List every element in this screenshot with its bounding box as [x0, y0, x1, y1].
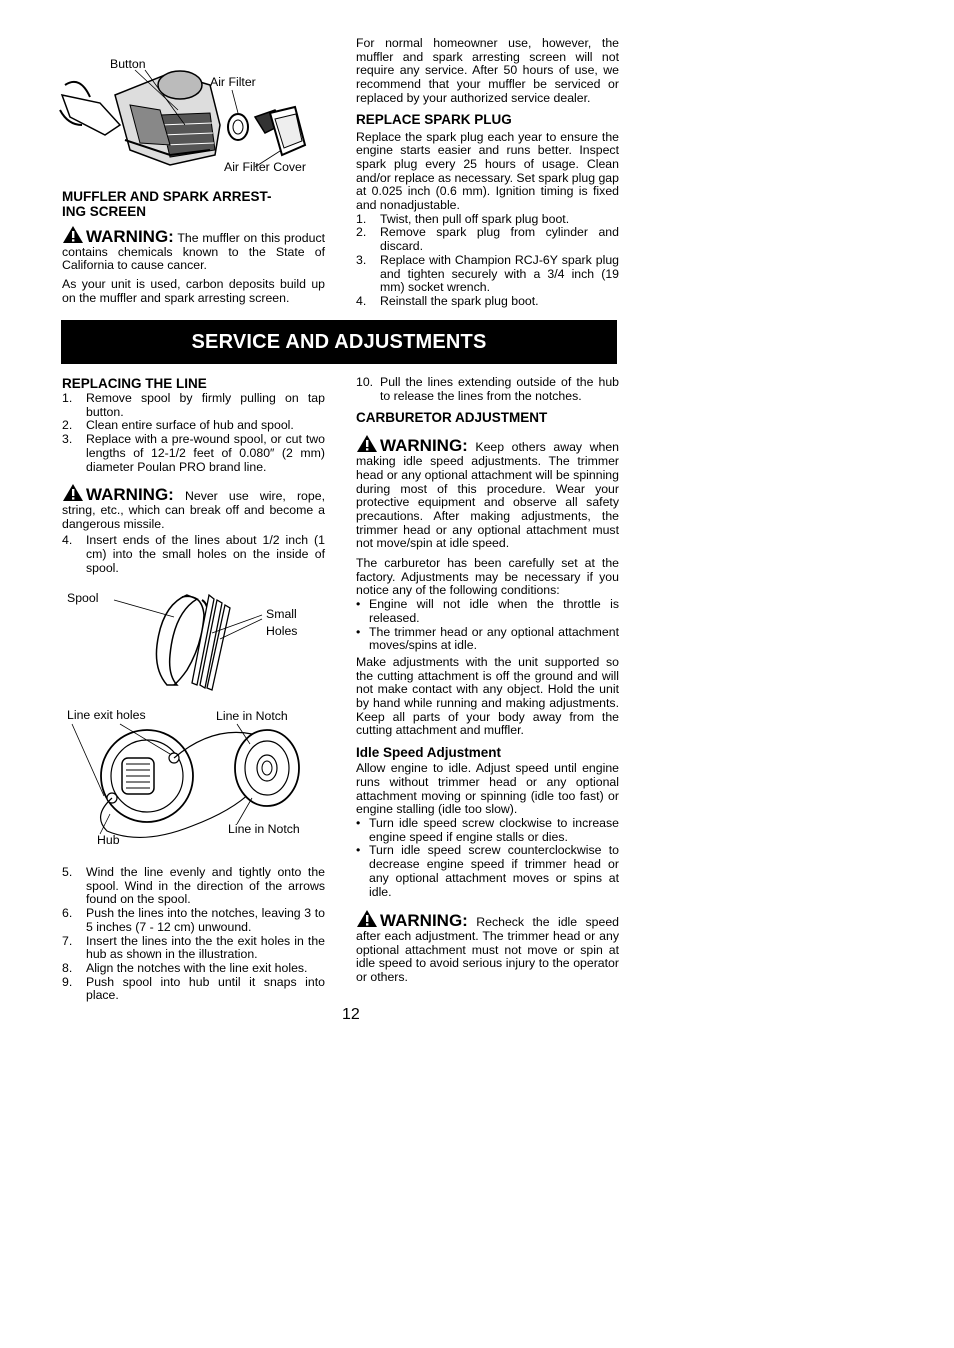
warning-triangle-icon [356, 434, 378, 453]
warning-triangle-icon [356, 909, 378, 928]
replacing-steps-c [62, 866, 325, 1003]
list-item: 3. Replace with a pre-wound spool, or cut two lengths of 12-1/2 feet of 0.080″ (2 mm) diameter Poulan PRO brand line. [62, 432, 325, 474]
carburetor-heading: CARBURETOR ADJUSTMENT [356, 410, 548, 426]
label-small: Small [266, 607, 297, 621]
warning-text: The muffler on this product contains chemicals known to the State of California to cause cancer. [62, 231, 326, 273]
label-holes: Holes [266, 624, 298, 638]
warning-text: Never use wire, rope, string, etc., which can break off and become a dangerous missile. [62, 489, 325, 531]
warning-text: Recheck the idle speed after each adjustment. The trimmer head or any optional attachment must not move or spin at idle speed to avoid serious injury to the operator or others. [356, 915, 619, 985]
right-bottom-section [356, 376, 619, 985]
idle-speed-para: Allow engine to idle. Adjust speed until engine runs without trimmer head or any optional attachment moving or spinning (idle too fast) or engine stalling (idle too slow). [356, 761, 619, 817]
right-top-section [356, 37, 619, 309]
list-item: 1. Twist, then pull off spark plug boot. [356, 211, 570, 226]
label-line-exit-holes: Line exit holes [67, 708, 146, 722]
list-item: 1. Remove spool by firmly pulling on tap button. [62, 391, 325, 419]
carburetor-conditions [356, 598, 619, 653]
list-item: 8. Align the notches with the line exit holes. [62, 960, 308, 975]
warning-text: Keep others away when making idle speed adjustments. The trimmer head or any optional attachment will be spinning during most of this procedure. Wear your protective equipment and observe all safety precautions. After making adjustments, the trimmer head or any optional attachment must not move/spin at idle speed. [356, 440, 619, 551]
spark-plug-heading: REPLACE SPARK PLUG [356, 111, 512, 127]
replacing-warning [62, 483, 325, 531]
figure-spool [62, 585, 327, 695]
muffler-heading: MUFFLER AND SPARK ARREST- ING SCREEN [62, 189, 272, 219]
list-item: 5. Wind the line evenly and tightly onto the spool. Wind in the direction of the arrows found on the spool. [62, 865, 325, 907]
list-item: • The trimmer head or any optional attachment moves/spins at idle. [356, 624, 619, 653]
list-item: 6. Push the lines into the notches, leaving 3 to 5 inches (7 - 12 cm) unwound. [62, 906, 325, 934]
replacing-steps-c-block [62, 866, 325, 1003]
replacing-step-10 [356, 376, 619, 403]
warning-label: WARNING: [86, 227, 174, 246]
figure-hub [62, 706, 332, 852]
muffler-service-para: For normal homeowner use, however, the muffler and spark arresting screen will not require any service. After 50 hours of use, we recommend that your muffler be serviced or replaced by your authorized service dealer. [356, 36, 619, 105]
list-item: 9. Push spool into hub until it snaps into place. [62, 974, 325, 1003]
idle-speed-heading: Idle Speed Adjustment [356, 745, 502, 761]
list-item: 10. Pull the lines extending outside of the hub to release the lines from the notches. [356, 375, 619, 403]
muffler-warning [62, 225, 325, 273]
muffler-section [62, 189, 325, 306]
list-item: 7. Insert the lines into the the exit holes in the hub as shown in the illustration. [62, 933, 325, 962]
replacing-line-heading: REPLACING THE LINE [62, 376, 207, 391]
spark-plug-steps [356, 213, 619, 309]
replacing-line-section [62, 376, 325, 575]
label-line-in-notch-bottom: Line in Notch [228, 822, 300, 836]
list-item: 2. Clean entire surface of hub and spool. [62, 418, 294, 433]
replacing-steps-a [62, 392, 325, 474]
muffler-para: As your unit is used, carbon deposits build up on the muffler and spark arresting screen. [62, 277, 325, 305]
label-button: Button [110, 57, 146, 71]
label-hub: Hub [97, 833, 120, 847]
warning-triangle-icon [62, 483, 84, 502]
list-item: • Turn idle speed screw counterclockwise to decrease engine speed if trimmer head or any optional attachment moves or spins at idle. [356, 843, 619, 899]
adjust-para: Make adjustments with the unit supported so the cutting attachment is off the ground and will not make contact with any object. Hold the unit by hand while running and making adjustments. Keep all parts of your body away from the cutting attachment and muffler. [356, 654, 619, 738]
warning-label: WARNING: [86, 485, 174, 505]
idle-speed-warning [356, 909, 619, 985]
label-spool: Spool [67, 591, 99, 605]
figure-air-filter [60, 55, 330, 180]
list-item: • Turn idle speed screw clockwise to increase engine speed if engine stalls or dies. [356, 815, 619, 844]
list-item: 3. Replace with Champion RCJ-6Y spark plug and tighten securely with a 3/4 inch (19 mm) socket wrench. [356, 252, 619, 295]
carburetor-para: The carburetor has been carefully set at the factory. Adjustments may be necessary if you notice any of the following conditions: [356, 556, 619, 598]
label-line-in-notch-top: Line in Notch [216, 709, 288, 723]
list-item: 4. Reinstall the spark plug boot. [356, 293, 539, 308]
idle-speed-bullets [356, 817, 619, 899]
replacing-steps-b [62, 534, 325, 575]
warning-triangle-icon [62, 225, 84, 244]
label-air-filter: Air Filter [210, 75, 256, 89]
spark-plug-para: Replace the spark plug each year to ensure the engine starts easier and runs better. Inspect spark plug every 25 hours of usage. Clean and/or replace as necessary. Set spark plug gap at 0.025 inch (0.6 mm). Ignition timing is fixed and nonadjustable. [356, 129, 619, 213]
list-item: • Engine will not idle when the throttle is released. [356, 597, 619, 625]
section-banner: SERVICE AND ADJUSTMENTS [61, 320, 617, 364]
page-number: 12 [342, 1006, 360, 1023]
spool-illustration [62, 585, 327, 695]
warning-label: WARNING: [380, 436, 468, 456]
list-item: 2. Remove spark plug from cylinder and discard. [356, 225, 619, 254]
warning-label: WARNING: [380, 911, 468, 931]
carburetor-warning [356, 434, 619, 551]
list-item: 4. Insert ends of the lines about 1/2 inch (1 cm) into the small holes on the inside of spool. [62, 533, 325, 575]
label-air-filter-cover: Air Filter Cover [224, 160, 306, 174]
